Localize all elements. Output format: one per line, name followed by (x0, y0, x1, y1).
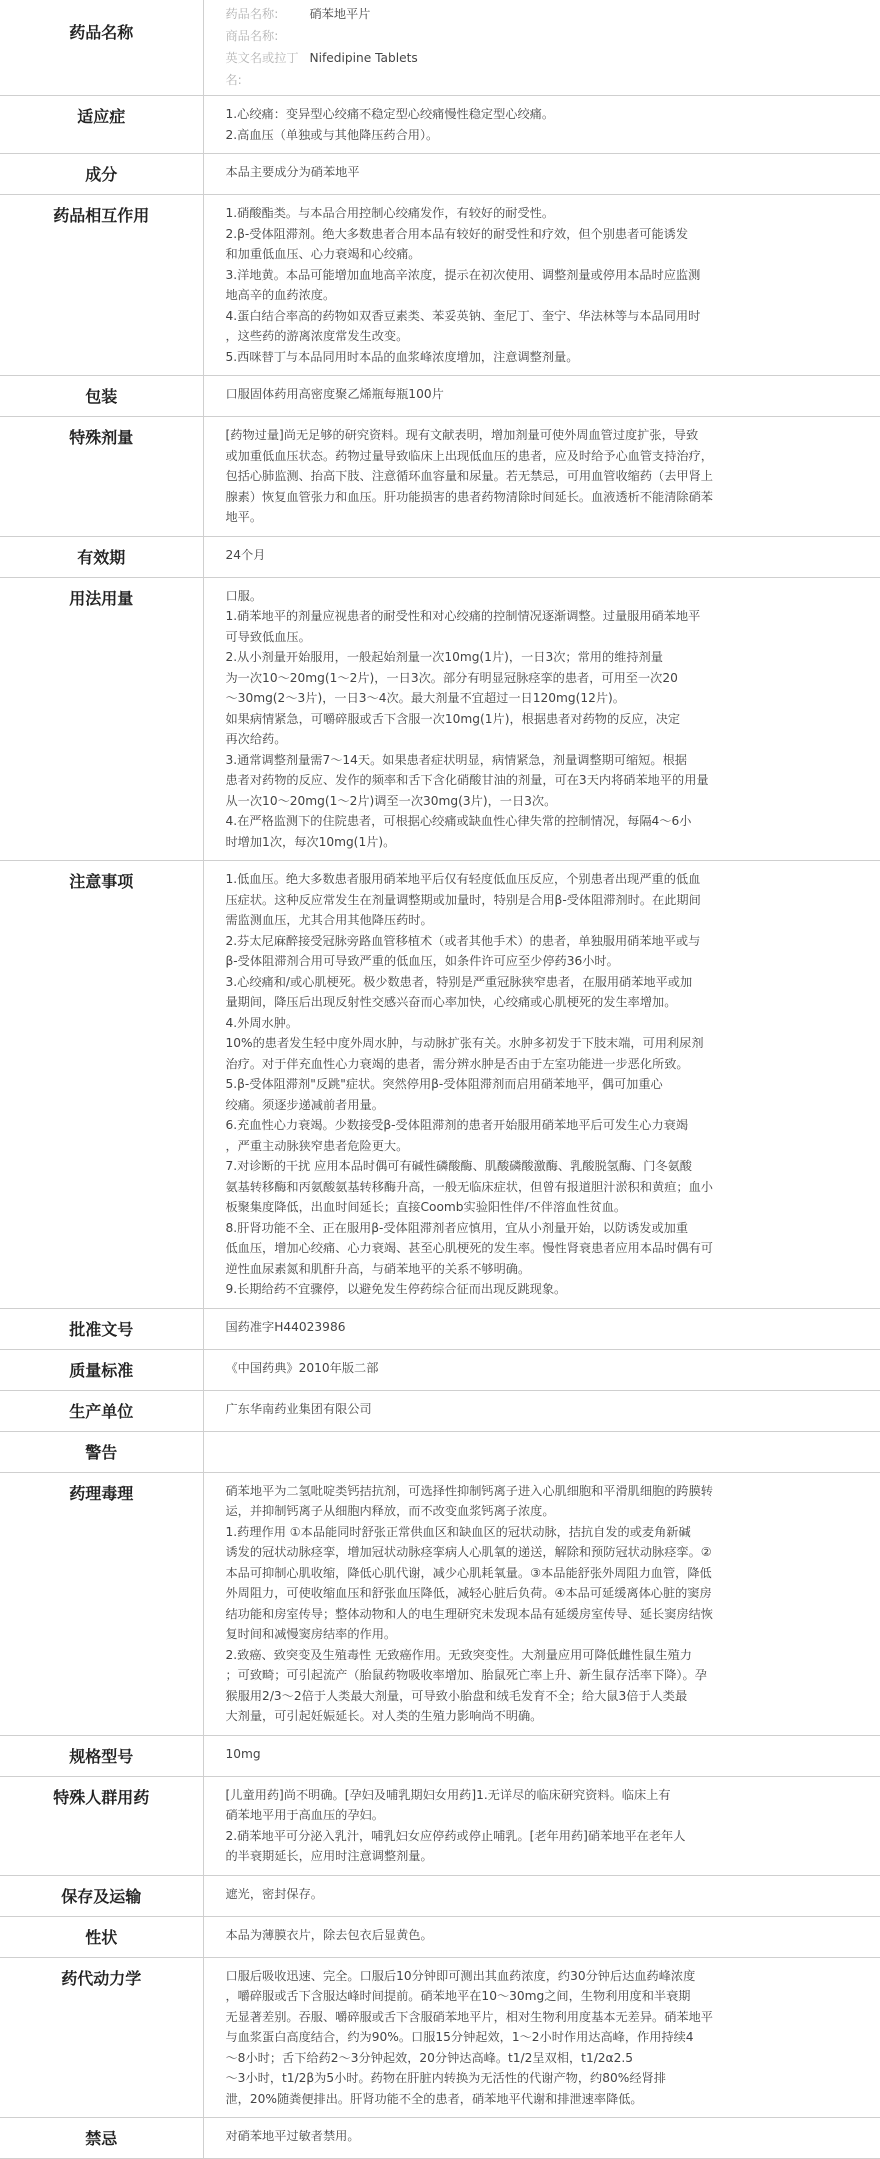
row-dosage (0, 577, 880, 861)
row-warning (0, 1431, 880, 1472)
text-line: 如果病情紧急，可嚼碎服或舌下含服一次10mg(1片)，根据患者对药物的反应，决定 (225, 711, 681, 726)
row-special-population (0, 1776, 880, 1875)
row-value (203, 1431, 880, 1472)
row-label: 批准文号 (0, 1308, 203, 1349)
text-line: 口服。 (225, 588, 263, 603)
name-field-value: 硝苯地平片 (309, 7, 371, 21)
text-line: 2.致癌、致突变及生殖毒性 无致癌作用。无致突变性。大剂量应用可降低雌性鼠生殖力 (225, 1647, 692, 1662)
row-approval (0, 1308, 880, 1349)
row-value (203, 861, 880, 1309)
text-line: 和加重低血压、心力衰竭和心绞痛。 (225, 247, 421, 261)
text-line: 为一次10～20mg(1～2片)，一日3次。部分有明显冠脉痉挛的患者，可用至一次20 (225, 670, 678, 685)
text-line: 治疗。对于伴充血性心力衰竭的患者，需分辨水肿是否由于左室功能进一步恶化所致。 (225, 1056, 689, 1071)
text-line: 腺素）恢复血管张力和血压。肝功能损害的患者药物清除时间延长。血液透析不能清除硝苯 (225, 489, 713, 504)
row-pharmacokinetics (0, 1957, 880, 2118)
text-line: 运，并抑制钙离子从细胞内释放，而不改变血浆钙离子浓度。 (225, 1504, 555, 1518)
text-line: 再次给药。 (225, 732, 287, 746)
text-line: 地平。 (225, 510, 263, 524)
text-line: 大剂量，可引起妊娠延长。对人类的生殖力影响尚不明确。 (225, 1709, 543, 1723)
row-label: 药品名称 (0, 0, 203, 96)
name-field-key: 药品名称: (225, 7, 279, 21)
text-line: 患者对药物的反应、发作的频率和舌下含化硝酸甘油的剂量，可在3天内将硝苯地平的用量 (225, 773, 709, 787)
row-label: 特殊剂量 (0, 417, 203, 537)
row-label: 有效期 (0, 536, 203, 577)
text-line: 无显著差别。吞服、嚼碎服或舌下含服硝苯地平片，相对生物利用度基本无差异。硝苯地平 (225, 2009, 713, 2024)
row-value (203, 1875, 880, 1916)
text-line: 3.心绞痛和/或心肌梗死。极少数患者，特别是严重冠脉狭窄患者，在服用硝苯地平或加 (225, 974, 693, 989)
name-field-key: 商品名称: (225, 29, 279, 43)
text-line: ，这些药的游离浓度常发生改变。 (225, 329, 409, 343)
text-line: 遮光，密封保存。 (225, 1886, 323, 1901)
text-line: ～30mg(2～3片)，一日3～4次。最大剂量不宜超过一日120mg(12片)。 (225, 691, 625, 705)
row-character (0, 1916, 880, 1957)
row-value (203, 1472, 880, 1735)
row-validity (0, 536, 880, 577)
row-drug-name (0, 0, 880, 96)
row-indications (0, 96, 880, 154)
text-line: 地高辛的血药浓度。 (225, 288, 336, 302)
row-manufacturer (0, 1390, 880, 1431)
row-value (203, 2118, 880, 2159)
row-label: 药代动力学 (0, 1957, 203, 2118)
text-line: 复时间和减慢窦房结率的作用。 (225, 1627, 397, 1641)
row-standard (0, 1349, 880, 1390)
text-line: 10mg (225, 1746, 261, 1761)
text-line: 24个月 (225, 547, 266, 562)
row-value (203, 577, 880, 861)
row-value (203, 154, 880, 195)
row-storage (0, 1875, 880, 1916)
row-value (203, 1916, 880, 1957)
text-line: 泄，20%随粪便排出。肝肾功能不全的患者，硝苯地平代谢和排泄速率降低。 (225, 2091, 643, 2106)
text-line: β-受体阻滞剂合用可导致严重的低血压，如条件许可应至少停药36小时。 (225, 954, 619, 968)
text-line: 猴服用2/3～2倍于人类最大剂量，可导致小胎盘和绒毛发育不全；给大鼠3倍于人类最 (225, 1688, 688, 1703)
row-specification (0, 1735, 880, 1776)
row-label: 注意事项 (0, 861, 203, 1309)
row-label: 适应症 (0, 96, 203, 154)
row-label: 成分 (0, 154, 203, 195)
row-value (203, 1349, 880, 1390)
text-line: 口服固体药用高密度聚乙烯瓶每瓶100片 (225, 387, 444, 401)
text-line: [儿童用药]尚不明确。[孕妇及哺乳期妇女用药]1.无详尽的临床研究资料。临床上有 (225, 1787, 671, 1802)
text-line: 或加重低血压状态。药物过量导致临床上出现低血压的患者，应及时给予心血管支持治疗， (225, 448, 713, 463)
text-line: 2.从小剂量开始服用，一般起始剂量一次10mg(1片)，一日3次；常用的维持剂量 (225, 650, 663, 664)
row-precautions (0, 861, 880, 1309)
text-line: 1.心绞痛：变异型心绞痛不稳定型心绞痛慢性稳定型心绞痛。 (225, 107, 555, 121)
text-line: 绞痛。须逐步递减前者用量。 (225, 1097, 384, 1112)
text-line: 本品主要成分为硝苯地平 (225, 165, 360, 179)
name-field-value: Nifedipine Tablets (309, 51, 418, 65)
text-line: 的半衰期延长，应用时注意调整剂量。 (225, 1849, 433, 1863)
row-value (203, 536, 880, 577)
text-line: 2.硝苯地平可分泌入乳汁，哺乳妇女应停药或停止哺乳。[老年用药]硝苯地平在老年人 (225, 1828, 686, 1843)
row-value (203, 96, 880, 154)
row-label: 用法用量 (0, 577, 203, 861)
text-line: 量期间，降压后出现反射性交感兴奋而心率加快，心绞痛或心肌梗死的发生率增加。 (225, 995, 677, 1009)
text-line: ，嚼碎服或舌下含服达峰时间提前。硝苯地平在10～30mg之间，生物利用度和半衰期 (225, 1989, 691, 2003)
text-line: 10%的患者发生轻中度外周水肿，与动脉扩张有关。水肿多初发于下肢末端，可用利尿剂 (225, 1036, 704, 1050)
row-pharmacology (0, 1472, 880, 1735)
text-line: 广东华南药业集团有限公司 (225, 1401, 372, 1416)
text-line: 8.肝肾功能不全、正在服用β-受体阻滞剂者应慎用，宜从小剂量开始，以防诱发或加重 (225, 1220, 689, 1235)
row-label: 质量标准 (0, 1349, 203, 1390)
text-line: 4.在严格监测下的住院患者，可根据心绞痛或缺血性心律失常的控制情况，每隔4～6小 (225, 814, 692, 828)
text-line: 低血压，增加心绞痛、心力衰竭、甚至心肌梗死的发生率。慢性肾衰患者应用本品时偶有可 (225, 1241, 713, 1255)
text-line: 逆性血尿素氮和肌酐升高，与硝苯地平的关系不够明确。 (225, 1261, 531, 1276)
text-line: 4.蛋白结合率高的药物如双香豆素类、苯妥英钠、奎尼丁、奎宁、华法林等与本品同用时 (225, 308, 701, 323)
text-line: 《中国药典》2010年版二部 (225, 1360, 379, 1375)
row-label: 生产单位 (0, 1390, 203, 1431)
text-line: ～3小时，t1/2β为5小时。药物在肝脏内转换为无活性的代谢产物，约80%经肾排 (225, 2071, 666, 2085)
row-label: 性状 (0, 1916, 203, 1957)
text-line: 国药准字H44023986 (225, 1319, 346, 1334)
text-line: [药物过量]尚无足够的研究资料。现有文献表明，增加剂量可使外周血管过度扩张，导致 (225, 428, 699, 442)
text-line: ；可致畸；可引起流产（胎鼠药物吸收率增加、胎鼠死亡率上升、新生鼠存活率下降）。孕 (225, 1668, 707, 1682)
text-line: 4.外周水肿。 (225, 1015, 299, 1030)
row-package (0, 376, 880, 417)
text-line: 本品为薄膜衣片，除去包衣后显黄色。 (225, 1927, 433, 1942)
text-line: 5.β-受体阻滞剂"反跳"症状。突然停用β-受体阻滞剂而启用硝苯地平，偶可加重心 (225, 1077, 663, 1091)
text-line: 时增加1次，每次10mg(1片)。 (225, 834, 396, 849)
text-line: 5.西咪替丁与本品同用时本品的血浆峰浓度增加，注意调整剂量。 (225, 349, 579, 364)
row-value (203, 195, 880, 376)
name-field-trade (226, 25, 871, 47)
text-line: ～8小时；舌下给药2～3分钟起效，20分钟达高峰。t1/2呈双相，t1/2α2.5 (225, 2050, 633, 2065)
row-label: 包装 (0, 376, 203, 417)
text-line: 板聚集度降低，出血时间延长；直接Coomb实验阳性伴/不伴溶血性贫血。 (225, 1200, 627, 1214)
name-field-key: 英文名或拉丁名: (225, 51, 299, 87)
text-line: 3.通常调整剂量需7～14天。如果患者症状明显，病情紧急，剂量调整期可缩短。根据 (225, 752, 687, 767)
row-value (203, 1776, 880, 1875)
row-label: 保存及运输 (0, 1875, 203, 1916)
name-field-english (226, 47, 871, 91)
row-label: 特殊人群用药 (0, 1776, 203, 1875)
text-line: 压症状。这种反应常发生在剂量调整期或加量时，特别是合用β-受体阻滞剂时。在此期间 (225, 892, 701, 907)
row-value (203, 1735, 880, 1776)
text-line: 1.硝酸酯类。与本品合用控制心绞痛发作，有较好的耐受性。 (225, 206, 555, 220)
row-label: 警告 (0, 1431, 203, 1472)
text-line: ，严重主动脉狭窄患者危险更大。 (225, 1138, 409, 1153)
text-line: 2.β-受体阻滞剂。绝大多数患者合用本品有较好的耐受性和疗效，但个别患者可能诱发 (225, 226, 689, 241)
text-line: 硝苯地平用于高血压的孕妇。 (225, 1808, 384, 1822)
text-line: 从一次10～20mg(1～2片)调至一次30mg(3片)，一日3次。 (225, 793, 557, 808)
text-line: 结功能和房室传导；整体动物和人的电生理研究未发现本品有延缓房室传导、延长窦房结恢 (225, 1606, 713, 1621)
text-line: 9.长期给药不宜骤停，以避免发生停药综合征而出现反跳现象。 (225, 1282, 567, 1296)
row-label: 规格型号 (0, 1735, 203, 1776)
row-value (203, 376, 880, 417)
row-label: 药品相互作用 (0, 195, 203, 376)
row-value (203, 1390, 880, 1431)
text-line (226, 1440, 871, 1461)
text-line: 诱发的冠状动脉痉挛，增加冠状动脉痉挛病人心肌氧的递送，解除和预防冠状动脉痉挛。② (225, 1545, 712, 1559)
row-value (203, 1308, 880, 1349)
text-line: 氨基转移酶和丙氨酸氨基转移酶升高，一般无临床症状，但曾有报道胆汁淤积和黄疸；血小 (225, 1179, 713, 1194)
name-field-generic (226, 3, 871, 25)
text-line: 与血浆蛋白高度结合，约为90%。口服15分钟起效，1～2小时作用达高峰，作用持续4 (225, 2030, 694, 2044)
text-line: 3.洋地黄。本品可能增加血地高辛浓度，提示在初次使用、调整剂量或停用本品时应监测 (225, 267, 701, 282)
text-line: 1.硝苯地平的剂量应视患者的耐受性和对心绞痛的控制情况逐渐调整。过量服用硝苯地平 (225, 609, 701, 623)
row-contraindications (0, 2118, 880, 2159)
text-line: 1.药理作用 ①本品能同时舒张正常供血区和缺血区的冠状动脉，拮抗自发的或麦角新碱 (225, 1524, 691, 1539)
text-line: 6.充血性心力衰竭。少数接受β-受体阻滞剂的患者开始服用硝苯地平后可发生心力衰竭 (225, 1118, 689, 1132)
text-line: 2.芬太尼麻醉接受冠脉旁路血管移植术（或者其他手术）的患者，单独服用硝苯地平或与 (225, 933, 701, 948)
row-label: 药理毒理 (0, 1472, 203, 1735)
text-line: 硝苯地平为二氢吡啶类钙拮抗剂，可选择性抑制钙离子进入心肌细胞和平滑肌细胞的跨膜转 (225, 1483, 713, 1498)
row-value (203, 417, 880, 537)
row-interactions (0, 195, 880, 376)
text-line: 口服后吸收迅速、完全。口服后10分钟即可测出其血药浓度，约30分钟后达血药峰浓度 (225, 1968, 696, 1983)
text-line: 包括心肺监测、抬高下肢、注意循环血容量和尿量。若无禁忌，可用血管收缩药（去甲肾上 (225, 469, 713, 483)
row-label: 禁忌 (0, 2118, 203, 2159)
row-value (203, 1957, 880, 2118)
text-line: 2.高血压（单独或与其他降压药合用）。 (225, 127, 439, 142)
row-overdose (0, 417, 880, 537)
text-line: 7.对诊断的干扰 应用本品时偶可有碱性磷酸酶、肌酸磷酸激酶、乳酸脱氢酶、门冬氨酸 (225, 1159, 692, 1173)
text-line: 对硝苯地平过敏者禁用。 (225, 2129, 360, 2143)
text-line: 可导致低血压。 (225, 629, 311, 644)
row-value (203, 0, 880, 96)
text-line: 需监测血压，尤其合用其他降压药时。 (225, 913, 433, 927)
text-line: 1.低血压。绝大多数患者服用硝苯地平后仅有轻度低血压反应，个别患者出现严重的低血 (225, 872, 701, 886)
text-line: 本品可抑制心肌收缩，降低心肌代谢，减少心肌耗氧量。③本品能舒张外周阻力血管，降低 (225, 1565, 712, 1580)
row-ingredients (0, 154, 880, 195)
text-line: 外周阻力，可使收缩血压和舒张血压降低，减轻心脏后负荷。④本品可延缓离体心脏的窦房 (225, 1586, 712, 1600)
